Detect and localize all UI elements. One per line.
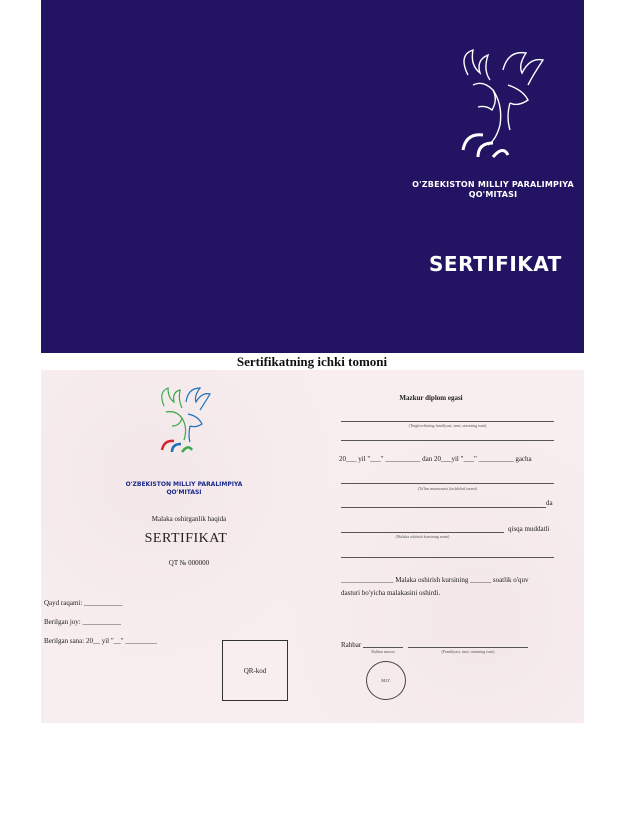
inner-side-caption: Sertifikatning ichki tomoni: [236, 354, 388, 369]
inner-organization-name: [119, 481, 249, 497]
registration-number-field: Qayd raqami: ___________: [44, 599, 123, 607]
director-name-line: [408, 647, 528, 648]
issue-place-field: Berilgan joy: ___________: [44, 618, 121, 626]
holder-heading: Mazkur diplom egasi: [399, 394, 463, 402]
certificate-cover: [41, 0, 584, 353]
certificate-inner: [41, 370, 584, 723]
holder-name-caption: (Tinglovchining familiyasi, ismi, otasining ismi): [408, 423, 487, 428]
inner-subtitle: Malaka oshirganlik haqida: [151, 515, 227, 523]
organization-line: [341, 483, 554, 484]
course-hours: _______________ Malaka oshirish kursining ______ soatlik o'quv: [341, 576, 529, 584]
course-name-caption: (Malaka oshirish kursining nomi): [395, 534, 450, 539]
holder-name-line: [341, 421, 554, 422]
short-term-label: qisqa muddatli: [508, 525, 550, 533]
program-completion: dasturi bo'yicha malakasini oshirdi.: [341, 589, 441, 597]
certificate-number: QT № 000000: [168, 559, 210, 567]
study-period: 20___ yil "___" __________ dan 20___yil "___" __________ gacha: [339, 455, 532, 463]
cover-org-line1: O'ZBEKISTON MILLIY PARALIMPIYA: [412, 180, 574, 189]
course-name-line-2: [341, 557, 554, 558]
cover-org-line2: QO'MITASI: [468, 190, 518, 199]
organization-line-2: [341, 507, 546, 508]
inner-title: SERTIFIKAT: [144, 531, 228, 546]
organization-caption: (Ta'lim muassasasi (tashkiloti) nomi): [417, 486, 478, 491]
issue-date-field: Berilgan sana: 20__ yil "__" _________: [44, 637, 157, 645]
seal-placeholder: [366, 661, 406, 700]
qr-code-label: QR-kod: [243, 666, 267, 675]
holder-name-line-2: [341, 440, 554, 441]
qr-code-box: [222, 640, 288, 701]
paralympic-emblem-icon: [448, 45, 548, 170]
director-name-caption: (Familiyasi, ismi, otasining ismi): [441, 649, 495, 654]
seal-label: M.O'.: [381, 678, 391, 683]
cover-title: SERTIFIKAT: [429, 252, 562, 276]
director-label: Rahbar: [341, 641, 362, 649]
da-label: da: [546, 499, 553, 507]
cover-organization-name: [403, 180, 583, 200]
course-name-line: [341, 532, 504, 533]
inner-org-line2: QO'MITASI: [166, 489, 202, 496]
paralympic-emblem-color-icon: [154, 384, 214, 454]
inner-org-line1: O'ZBEKISTON MILLIY PARALIMPIYA: [125, 481, 243, 488]
director-signature-line: [363, 647, 403, 648]
signature-caption: Rahbar imzosi: [371, 649, 395, 654]
